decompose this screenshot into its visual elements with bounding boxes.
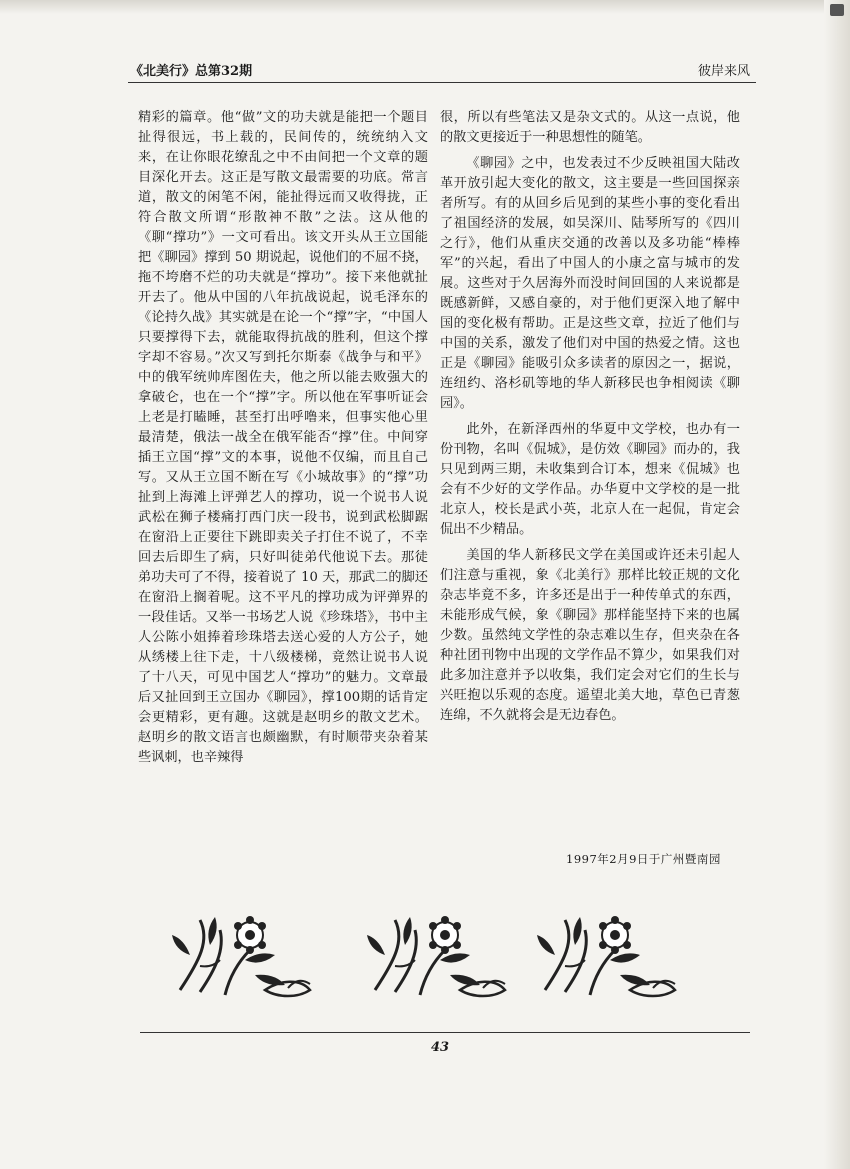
header-rule: [128, 82, 756, 83]
paragraph: 精彩的篇章。他“做”文的功夫就是能把一个题目扯得很远，书上载的，民间传的，统统纳入文来，在让你眼花缭乱之中不由间把一个文章的题目深化开去。这正是写散文最需要的功底。常言道，散文的闲笔不闲，能扯得远而又收得拢，正符合散文所谓“形散神不散”之法。这从他的《聊“撑功”》一文可看出。该文开头从王立国能把《聊园》撑到 50 期说起，说他们的不屈不挠，拖不垮磨不烂的功夫就是“撑功”。接下来他就扯开去了。他从中国的八年抗战说起，说毛泽东的《论持久战》其实就是在论一个“撑”字，“中国人只要撑得下去，就能取得抗战的胜利，但这个撑字却不容易。”次又写到托尔斯泰《战争与和平》中的俄军统帅库图佐夫，他之所以能去败强大的拿破仑，也在一个“撑”字。所以他在军事听证会上老是打瞌睡，甚至打出呼噜来，但事实他心里最清楚，俄法一战全在俄军能否“撑”住。中间穿插王立国“撑”文的本事，说他不仅编，而且自己写。又从王立国不断在写《小城故事》的“撑”功扯到上海滩上评弹艺人的撑功，说一个说书人说武松在狮子楼痛打西门庆一段书，说到武松脚踞在窗沿上正要往下跳即卖关子打住不说了，不幸回去后即生了病，只好叫徒弟代他说下去。那徒弟功夫可了不得，接着说了 10 天，那武二的脚还在窗沿上搁着呢。这不平凡的撑功成为评弹界的一段佳话。又举一书场艺人说《珍珠塔》，书中主人公陈小姐捧着珍珠塔去送心爱的人方公子，她从绣楼上往下走，十八级楼梯，竟然让说书人说了十八天，可见中国艺人“撑功”的魅力。文章最后又扯回到王立国办《聊园》，撑100期的话肯定会更精彩，更有趣。这就是赵明乡的散文艺术。赵明乡的散文语言也颇幽默，有时顺带夹杂着某些讽刺，也辛辣得: [138, 110, 428, 765]
running-header: [130, 58, 750, 82]
paragraph: 《聊园》之中，也发表过不少反映祖国大陆改革开放引起大变化的散文，这主要是一些回国探亲者所写。有的从回乡后见到的某些小事的变化看出了祖国经济的发展，如吴深川、陆琴所写的《四川之行》，他们从重庆交通的改善以及多功能“棒棒军”的兴起，看出了中国人的小康之富与城市的发展。这些对于久居海外而没时间回国的人来说都是既感新鲜，又感自豪的，对于他们更深入地了解中国的变化极有帮助。正是这些文章，拉近了他们与中国的关系，激发了他们对中国的热爱之情。这也正是《聊园》能吸引众多读者的原因之一，据说，连纽约、洛杉矶等地的华人新移民也争相阅读《聊园》。: [440, 156, 740, 411]
right-text-column: [440, 108, 740, 828]
paragraph: 美国的华人新移民文学在美国或许还未引起人们注意与重视，象《北美行》那样比较正规的文化杂志毕竟不多，许多还是出于一种传单式的东西，未能形成气候，象《聊园》那样能坚持下来的也属少数。虽然纯文学性的杂志难以生存，但夹杂在各种社团刊物中出现的文学作品不算少，如果我们对此多加注意并予以收集，我们定会对它们的生长与兴旺抱以乐观的态度。遥望北美大地，草色已青葱连绵，不久就将会是无边春色。: [440, 548, 740, 723]
dateline: 1997年2月9日于广州暨南园: [566, 852, 721, 866]
journal-issue-label: 《北美行》总第32期: [130, 64, 253, 79]
flower-motif-3: [537, 916, 675, 996]
paragraph: 很，所以有些笔法又是杂文式的。从这一点说，他的散文更接近于一种思想性的随笔。: [440, 110, 740, 145]
left-text-column: [138, 108, 428, 868]
paragraph: 此外，在新泽西州的华夏中文学校，也办有一份刊物，名叫《侃城》，是仿效《聊园》而办的，我只见到两三期，未收集到合订本，想来《侃城》也会有不少好的文学作品。办华夏中文学校的是一批北京人，校长是武小英，北京人在一起侃，肯定会侃出不少精品。: [440, 422, 740, 537]
flower-motif-2: [367, 916, 505, 996]
scan-edge-top: [0, 0, 850, 14]
scan-edge-right: [824, 0, 850, 1169]
section-title: 彼岸来风: [697, 64, 750, 79]
scan-corner-mark: [830, 4, 844, 16]
floral-ornament: [170, 900, 760, 1000]
footer-rule: [140, 1032, 750, 1033]
flower-motif-1: [172, 916, 310, 996]
page-number: 43: [430, 1040, 450, 1055]
